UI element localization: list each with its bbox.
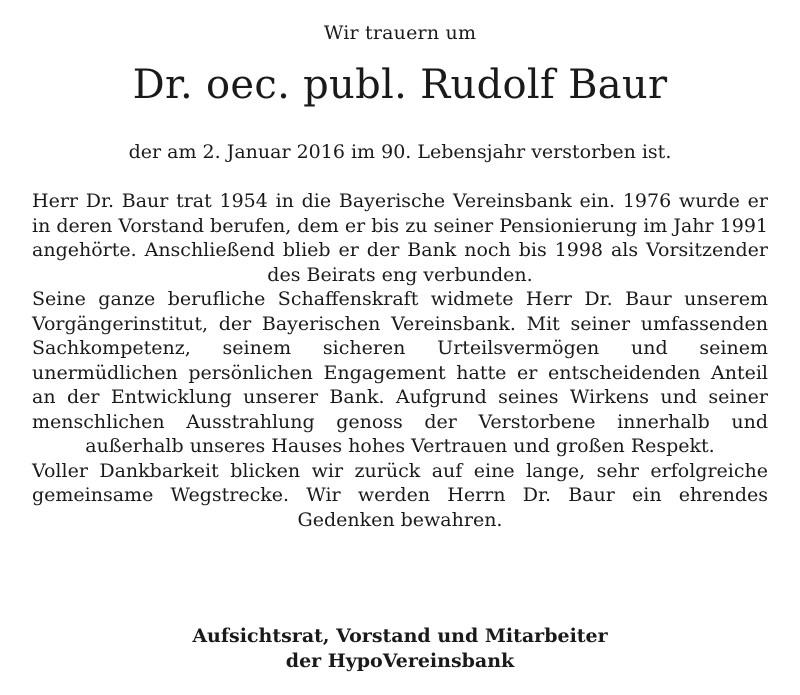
paragraph-tribute: Seine ganze berufliche Schaffenskraft widmete Herr Dr. Baur unserem Vorgängerinstitut, der Bayerischen Vereinsbank. Mit seiner umfassenden Sachkompetenz, seinem sicheren Urteilsvermögen und seinem unermüdlichen persönlichen Engagement hatte er entscheidenden Anteil an der Entwicklung unserer Bank. Aufgrund seines Wirkens und seiner menschlichen Ausstrahlung genoss der Verstorbene innerhalb und außerhalb unseres Hauses hohes Vertrauen und großen Respekt. [32, 288, 768, 457]
deceased-name: Dr. oec. publ. Rudolf Baur [132, 62, 668, 108]
obituary-body [32, 189, 768, 532]
signature-line-1: Aufsichtsrat, Vorstand und Mitarbeiter [192, 625, 608, 647]
signature-block [0, 624, 800, 674]
paragraph-gratitude: Voller Dankbarkeit blicken wir zurück auf eine lange, sehr erfolgreiche gemeinsame Wegstrecke. Wir werden Herrn Dr. Baur ein ehrendes Gedenken bewahren. [32, 459, 768, 531]
intro-line: Wir trauern um [323, 22, 477, 44]
signature-line-2: der HypoVereinsbank [285, 650, 515, 672]
death-date-line: der am 2. Januar 2016 im 90. Lebensjahr verstorben ist. [128, 141, 672, 163]
paragraph-career: Herr Dr. Baur trat 1954 in die Bayerische Vereinsbank ein. 1976 wurde er in deren Vorstand berufen, dem er bis zu seiner Pensionierung im Jahr 1991 angehörte. Anschließend blieb er der Bank noch bis 1998 als Vorsitzender des Beirats eng verbunden. [32, 190, 768, 286]
